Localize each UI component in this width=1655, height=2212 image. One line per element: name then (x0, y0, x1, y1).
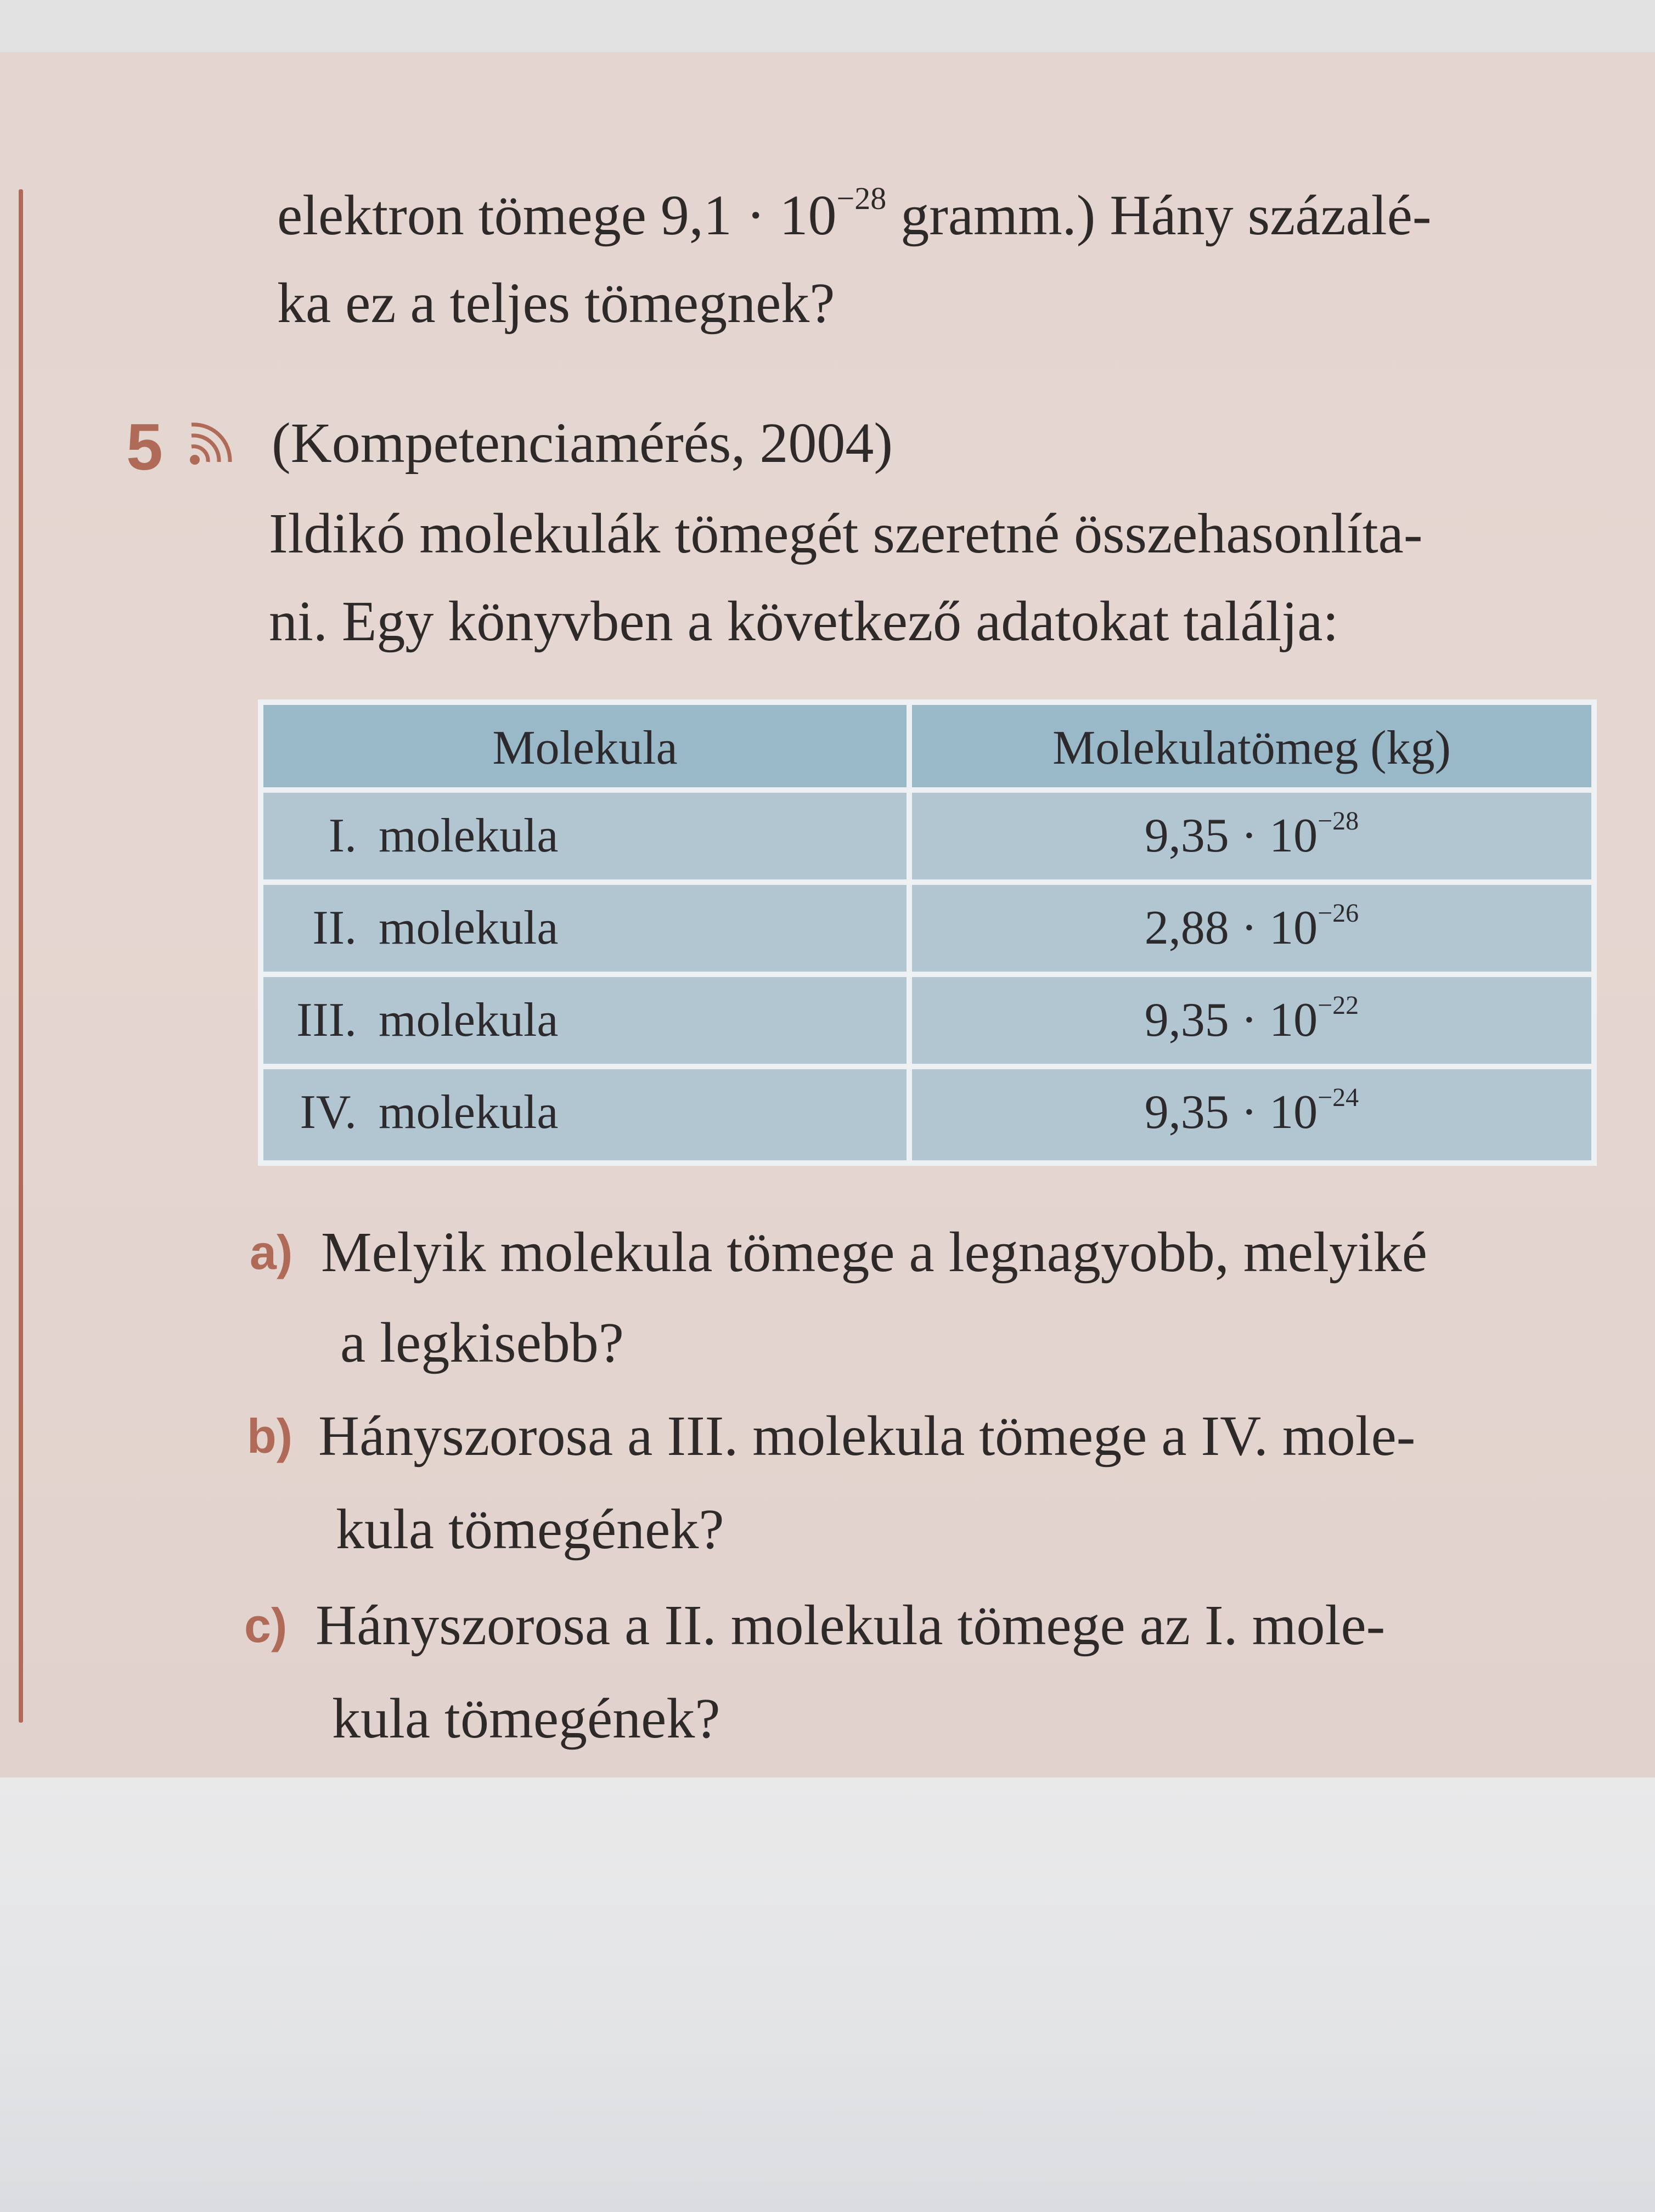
roman-numeral: IV. (300, 1086, 357, 1139)
table-row-4-mass (912, 1069, 1591, 1160)
molecule-label: molekula (379, 901, 559, 955)
table-row-2-mass (912, 885, 1591, 972)
molecule-table (258, 699, 1597, 1166)
margin-rule (19, 189, 23, 1723)
mass-mantissa: 9,35 · 10 (1144, 994, 1318, 1047)
question-b-line-1: Hányszorosa a III. molekula tömege a IV. mole- (318, 1404, 1416, 1468)
question-a-line-1: Melyik molekula tömege a legnagyobb, melyiké (321, 1221, 1427, 1284)
intro-line-2: ka ez a teljes tömegnek? (277, 272, 835, 335)
intro-exponent: −28 (836, 180, 887, 216)
question-c-label: c) (244, 1598, 288, 1652)
table-header-molecule: Molekula (263, 705, 907, 787)
table-row-4-molecule (263, 1069, 907, 1160)
roman-numeral: I. (328, 809, 357, 862)
question-c-line-1: Hányszorosa a II. molekula tömege az I. mole- (316, 1594, 1386, 1657)
task-source: (Kompetenciamérés, 2004) (272, 411, 893, 475)
table-row-3-molecule (263, 977, 907, 1064)
mass-mantissa: 9,35 · 10 (1144, 1086, 1318, 1139)
mass-exponent: −22 (1318, 991, 1359, 1020)
table-row-1-molecule (263, 793, 907, 879)
molecule-label: molekula (379, 1086, 559, 1139)
mass-mantissa: 9,35 · 10 (1144, 809, 1318, 862)
mass-exponent: −28 (1318, 806, 1359, 836)
molecule-label: molekula (379, 809, 559, 862)
mass-mantissa: 2,88 · 10 (1144, 901, 1318, 955)
molecule-label: molekula (379, 994, 559, 1047)
intro-line-1-b: gramm.) Hány százalé- (886, 184, 1432, 247)
question-c-line-2: kula tömegének? (332, 1687, 720, 1750)
question-b-line-2: kula tömegének? (336, 1498, 724, 1561)
intro-line-1 (277, 170, 1431, 269)
table-row-2-molecule (263, 885, 907, 972)
table-row-3-mass (912, 977, 1591, 1064)
signal-icon (189, 422, 244, 466)
table-row-1-mass (912, 793, 1591, 879)
task-line-1: Ildikó molekulák tömegét szeretné összehasonlíta- (269, 502, 1423, 565)
question-a-label: a) (250, 1225, 293, 1279)
task-number: 5 (126, 410, 163, 484)
roman-numeral: III. (296, 994, 357, 1047)
roman-numeral: II. (312, 901, 357, 955)
mass-exponent: −24 (1318, 1083, 1359, 1112)
task-line-2: ni. Egy könyvben a következő adatokat találja: (269, 590, 1339, 653)
table-header-mass: Molekulatömeg (kg) (912, 705, 1591, 787)
intro-line-1-a: elektron tömege 9,1 · 10 (277, 184, 837, 247)
top-strip (0, 0, 1655, 52)
question-b-label: b) (247, 1409, 293, 1463)
mass-exponent: −26 (1318, 899, 1359, 928)
question-a-line-2: a legkisebb? (340, 1311, 624, 1374)
next-page-area (0, 1778, 1655, 2212)
